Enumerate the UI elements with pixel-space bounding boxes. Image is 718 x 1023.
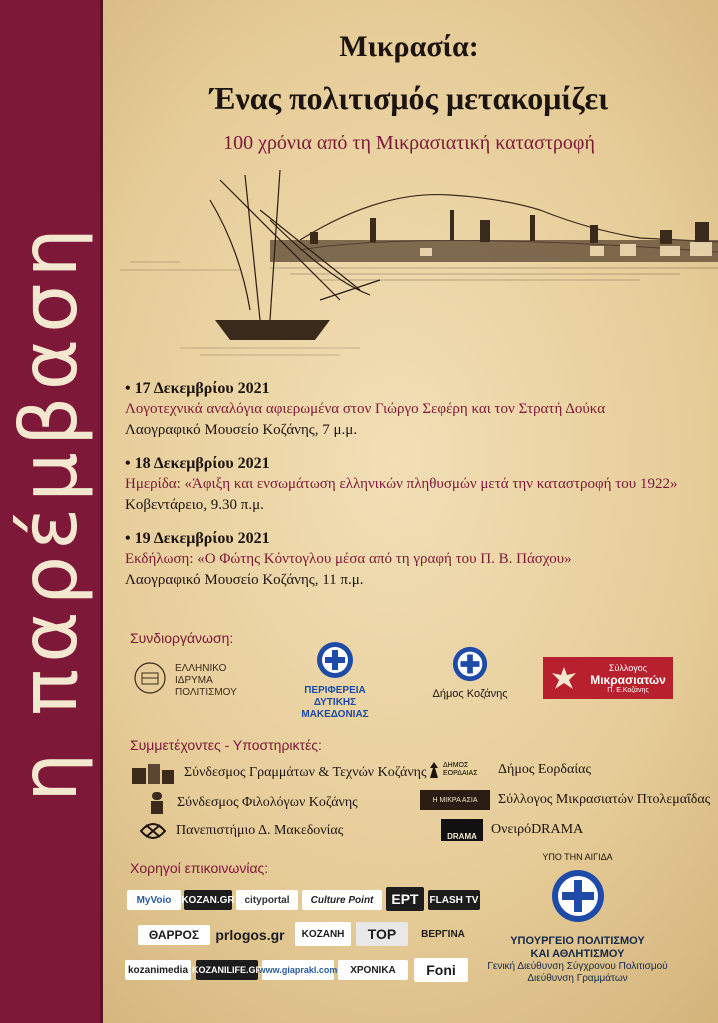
logo-text: ΔΗΜΟΣ ΕΟΡΔΑΙΑΣ	[443, 762, 478, 777]
event-description: Ημερίδα: «Άφιξη και ενσωμάτωση ελληνικών πληθυσμών μετά την καταστροφή του 1922»	[125, 476, 678, 492]
greek-emblem-icon	[315, 640, 355, 680]
supporter-item	[441, 819, 583, 841]
event-date: • 18 Δεκεμβρίου 2021	[125, 455, 270, 472]
media-logo: FLASH TV	[428, 890, 480, 910]
media-logo: ΘΑΡΡΟΣ	[138, 925, 210, 945]
event-date: • 19 Δεκεμβρίου 2021	[125, 530, 270, 547]
greek-emblem-icon	[451, 645, 489, 683]
org-region-west-macedonia	[285, 640, 385, 720]
subtitle: 100 χρόνια από τη Μικρασιατική καταστροφή	[223, 132, 595, 154]
foundation-logo-icon	[133, 661, 167, 695]
logo-text: Η ΜΙΚΡΑ ΑΣΙΑ	[432, 796, 478, 804]
org-label: ΙΔΡΥΜΑ	[175, 675, 213, 686]
media-logo: kozanimedia	[125, 960, 191, 980]
media-logo: Foni	[414, 958, 468, 982]
title-line-2: Ένας πολιτισμός μετακομίζει	[209, 80, 609, 116]
supporter-item	[428, 762, 591, 778]
ministry-name: ΥΠΟΥΡΓΕΙΟ ΠΟΛΙΤΙΣΜΟΥ	[510, 935, 645, 947]
media-logo: ΤΟΡ	[356, 922, 408, 946]
supporter-name: Πανεπιστήμιο Δ. Μακεδονίας	[176, 823, 344, 838]
org-label: ΕΛΛΗΝΙΚΟ	[175, 663, 227, 674]
mikra-asia-logo	[420, 790, 490, 810]
title-line-1: Μικρασία:	[339, 30, 479, 63]
org-label: ΔΥΤΙΚΗΣ ΜΑΚΕΔΟΝΙΑΣ	[301, 697, 369, 720]
logo-text: DRAMA	[447, 832, 477, 841]
media-logo: ΕΡΤ	[386, 887, 424, 911]
event-item	[125, 528, 705, 591]
event-description: Λογοτεχνικά αναλόγια αφιερωμένα στον Γιώργο Σεφέρη και τον Στρατή Δούκα	[125, 401, 606, 417]
supporter-name: Σύλλογος Μικρασιατών Πτολεμαΐδας	[498, 792, 711, 807]
media-logo: ΒΕΡΓΙΝΑ	[421, 928, 465, 940]
supporter-name: Δήμος Εορδαίας	[498, 762, 591, 777]
org-label: Μικρασιατών	[590, 672, 666, 687]
organizers-label: Συνδιοργάνωση:	[130, 630, 234, 646]
figure-icon	[428, 762, 440, 778]
column-bust-icon	[145, 790, 169, 816]
event-place: Λαογραφικό Μουσείο Κοζάνης, 11 π.μ.	[125, 572, 364, 588]
eagle-emblem-icon	[549, 663, 579, 693]
org-municipality-kozani	[430, 645, 510, 710]
media-logo: www.giaprakl.com	[262, 960, 334, 980]
event-place: Κοβεντάρειο, 9.30 π.μ.	[125, 497, 264, 513]
media-logo: MyVoio	[127, 890, 181, 910]
greek-emblem-icon	[550, 868, 606, 924]
media-logo: KOZAN.GR	[184, 890, 232, 910]
supporter-name: Σύνδεσμος Γραμμάτων & Τεχνών Κοζάνης	[184, 765, 427, 780]
oneirodrama-logo	[441, 819, 483, 841]
sidebar-title: η παρέμβαση	[5, 222, 95, 802]
aegis-label: ΥΠΟ ΤΗΝ ΑΙΓΙΔΑ	[542, 852, 613, 862]
event-item	[125, 453, 705, 516]
supporter-item	[130, 762, 427, 784]
supporter-item	[145, 790, 358, 816]
media-sponsors-label: Χορηγοί επικοινωνίας:	[130, 860, 269, 876]
supporter-item	[420, 790, 710, 810]
supporter-name: ΟνειρόDRAMA	[491, 822, 584, 837]
media-logo: KOZANILIFE.GR	[196, 960, 258, 980]
supporters-label: Συμμετέχοντες - Υποστηρικτές:	[130, 737, 322, 753]
ministry-name: ΚΑΙ ΑΘΛΗΤΙΣΜΟΥ	[530, 948, 625, 960]
org-label: ΠΕΡΙΦΕΡΕΙΑ	[304, 685, 366, 696]
event-date: • 17 Δεκεμβρίου 2021	[125, 380, 270, 397]
supporter-item	[138, 819, 343, 843]
event-description: Εκδήλωση: «Ο Φώτης Κόντογλου μέσα από τη γραφή του Π. Β. Πάσχου»	[125, 551, 572, 567]
harbour-engraving	[120, 170, 718, 365]
event-item	[125, 378, 705, 441]
supporter-name: Σύνδεσμος Φιλολόγων Κοζάνης	[177, 795, 358, 810]
building-icon	[130, 762, 176, 784]
ministry-block	[480, 852, 675, 985]
ministry-subtitle: Διεύθυνση Γραμμάτων	[527, 973, 628, 984]
org-label: Π. Ε.Κοζάνης	[607, 686, 649, 694]
org-label: ΠΟΛΙΤΙΣΜΟΥ	[175, 687, 237, 698]
org-label: Σύλλογος	[608, 662, 648, 673]
media-logo: ΧΡΟΝΙΚΑ	[338, 960, 408, 980]
org-label: Δήμος Κοζάνης	[432, 688, 508, 700]
org-asia-minor-association	[543, 657, 673, 699]
event-place: Λαογραφικό Μουσείο Κοζάνης, 7 μ.μ.	[125, 422, 358, 438]
events-list	[125, 378, 705, 603]
eordaia-logo	[428, 762, 490, 778]
media-logo: prlogos.gr	[215, 927, 285, 943]
sidebar-band	[0, 0, 103, 1023]
media-logo: cityportal	[236, 890, 298, 910]
ministry-subtitle: Γενική Διεύθυνση Σύγχρονου Πολιτισμού	[487, 961, 668, 972]
media-logo: Culture Point	[302, 890, 382, 910]
media-logo: KOZANH	[295, 922, 351, 946]
org-hellenic-foundation	[133, 655, 253, 705]
university-knot-icon	[138, 819, 168, 843]
